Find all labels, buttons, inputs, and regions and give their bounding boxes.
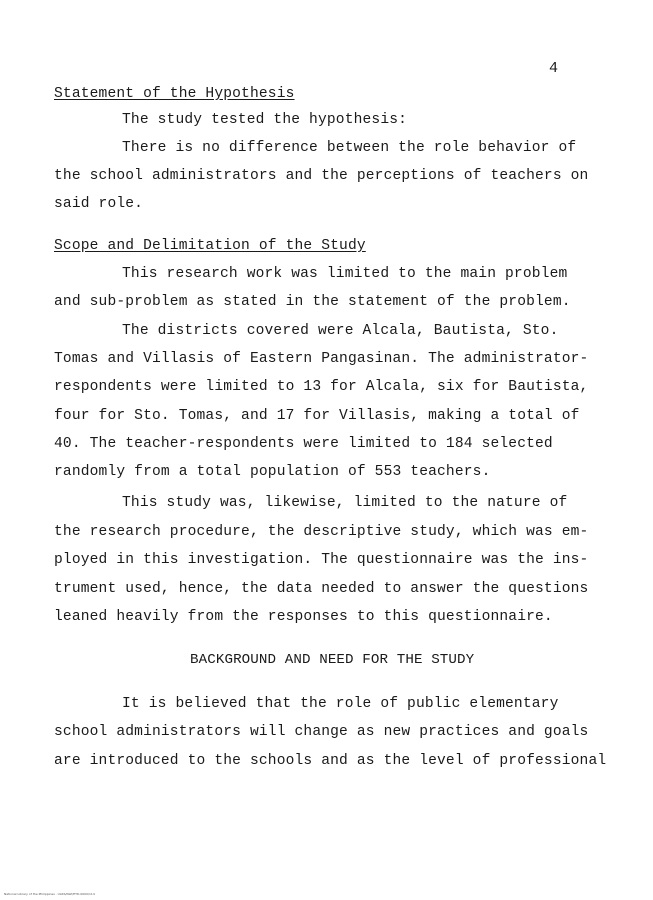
text-line: school administrators will change as new practices and goals (54, 724, 589, 740)
text-line: There is no difference between the role behavior of (122, 140, 577, 156)
hypothesis-heading: Statement of the Hypothesis (54, 86, 295, 102)
text-line: leaned heavily from the responses to this questionnaire. (54, 609, 553, 625)
text-line: ployed in this investigation. The questionnaire was the ins- (54, 552, 589, 568)
text-line: randomly from a total population of 553 teachers. (54, 464, 491, 480)
text-line: trument used, hence, the data needed to answer the questions (54, 581, 589, 597)
background-title: BACKGROUND AND NEED FOR THE STUDY (190, 652, 475, 668)
text-line: The districts covered were Alcala, Bautista, Sto. (122, 323, 559, 339)
page-number: 4 (549, 60, 559, 77)
text-line: Tomas and Villasis of Eastern Pangasinan. The administrator- (54, 351, 589, 367)
text-line: This study was, likewise, limited to the nature of (122, 495, 568, 511)
text-line: and sub-problem as stated in the statement of the problem. (54, 294, 571, 310)
scope-heading: Scope and Delimitation of the Study (54, 238, 366, 254)
text-line: the research procedure, the descriptive study, which was em- (54, 524, 589, 540)
text-line: four for Sto. Tomas, and 17 for Villasis, making a total of (54, 408, 580, 424)
archive-footer-note: National Library of the Philippines · ULRS/NLP/ETD-0000/114 (4, 892, 95, 896)
text-line: 40. The teacher-respondents were limited to 184 selected (54, 436, 553, 452)
text-line: are introduced to the schools and as the level of professional (54, 753, 607, 769)
text-line: This research work was limited to the main problem (122, 266, 568, 282)
text-line: respondents were limited to 13 for Alcala, six for Bautista, (54, 379, 589, 395)
text-line: It is believed that the role of public elementary (122, 696, 559, 712)
text-line: said role. (54, 196, 144, 212)
text-line: The study tested the hypothesis: (122, 112, 408, 128)
text-line: the school administrators and the perceptions of teachers on (54, 168, 589, 184)
